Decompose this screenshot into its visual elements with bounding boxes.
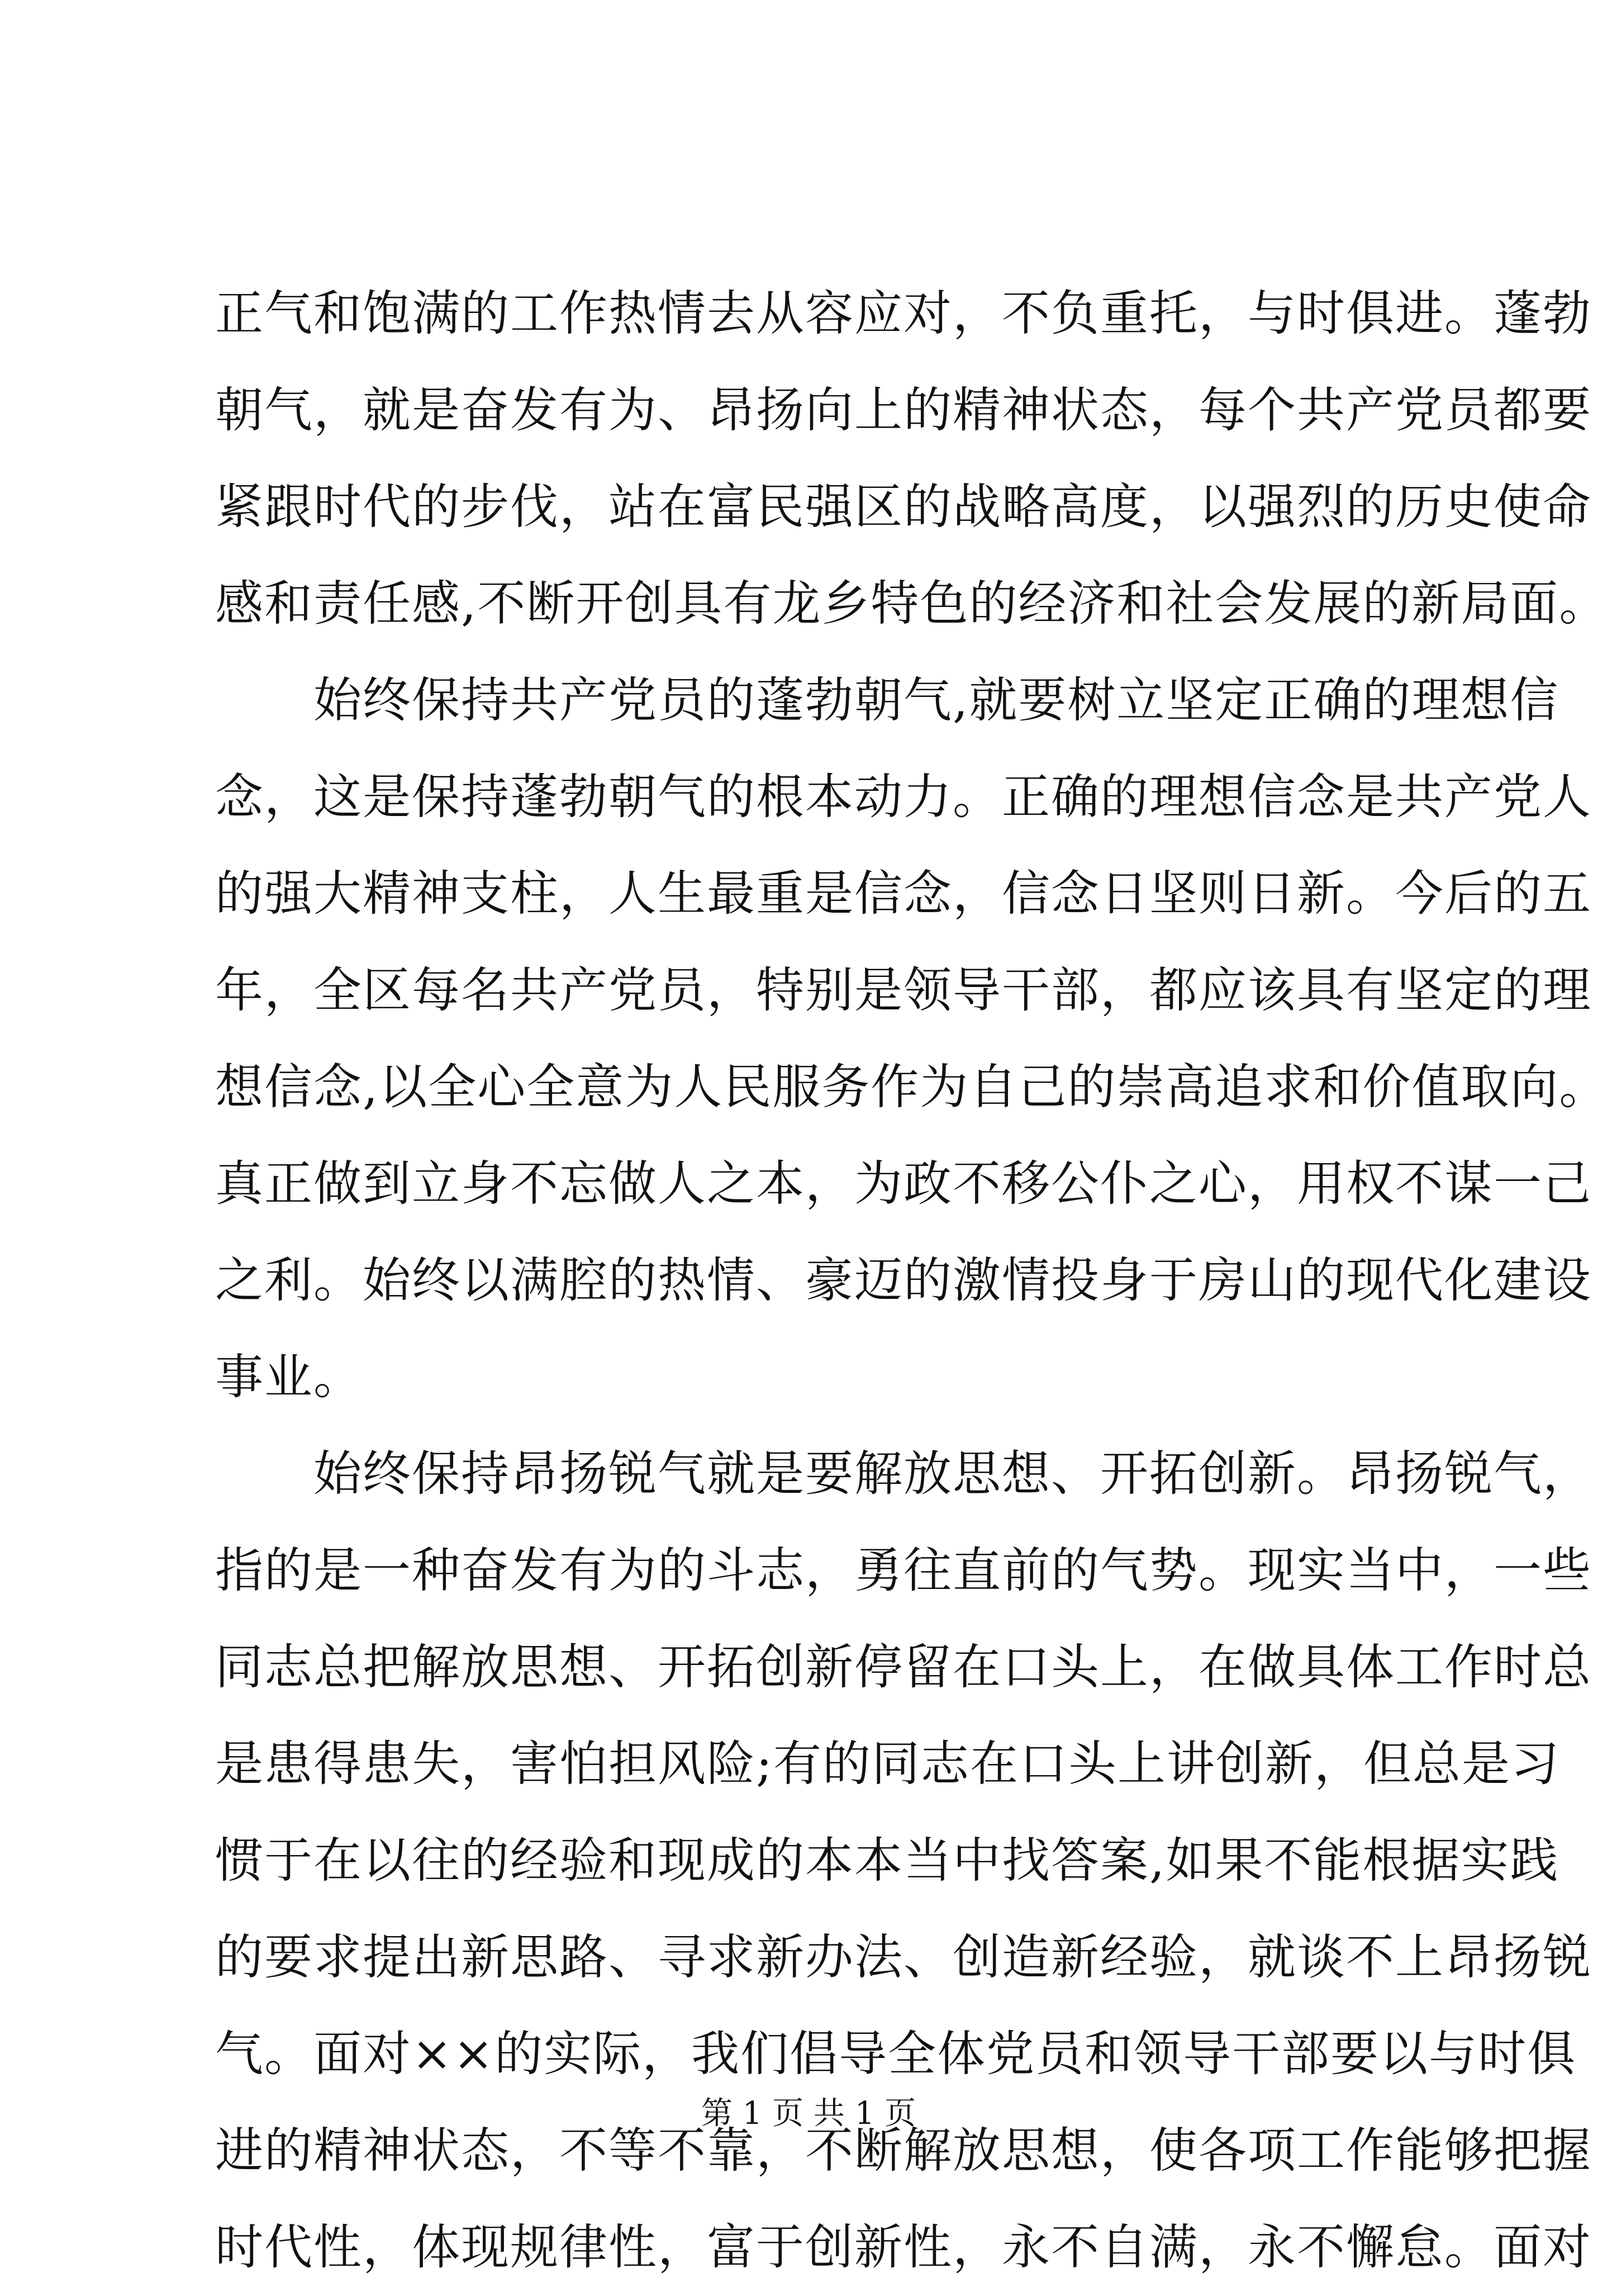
text-line: 真正做到立身不忘做人之本，为政不移公仆之心，用权不谋一己 xyxy=(215,1156,1592,1212)
text-line: 时代性，体现规律性，富于创新性，永不自满，永不懈怠。面对 xyxy=(215,2219,1592,2275)
text-line: 指的是一种奋发有为的斗志，勇往直前的气势。现实当中，一些 xyxy=(215,1543,1592,1598)
body-text xyxy=(215,265,1609,2296)
text-line: 的强大精神支柱，人生最重是信念，信念日坚则日新。今后的五 xyxy=(215,866,1592,922)
text-line: 紧跟时代的步伐，站在富民强区的战略高度，以强烈的历史使命 xyxy=(215,479,1592,535)
text-line: 进的精神状态，不等不靠，不断解放思想，使各项工作能够把握 xyxy=(215,2123,1592,2179)
text-line: 年，全区每名共产党员，特别是领导干部，都应该具有坚定的理 xyxy=(215,962,1592,1018)
text-line: 想信念,以全心全意为人民服务作为自己的崇高追求和价值取向。 xyxy=(215,1059,1609,1115)
text-line: 事业。 xyxy=(215,1349,363,1405)
text-line: 始终保持昂扬锐气就是要解放思想、开拓创新。昂扬锐气， xyxy=(215,1446,1592,1502)
page-number-footer: 第 1 页 共 1 页 xyxy=(701,2095,916,2132)
text-line: 之利。始终以满腔的热情、豪迈的激情投身于房山的现代化建设 xyxy=(215,1253,1592,1308)
text-line: 气。面对××的实际，我们倡导全体党员和领导干部要以与时俱 xyxy=(215,2026,1577,2082)
text-line: 是患得患失，害怕担风险;有的同志在口头上讲创新，但总是习 xyxy=(215,1736,1560,1792)
text-line: 朝气，就是奋发有为、昂扬向上的精神状态，每个共产党员都要 xyxy=(215,382,1592,438)
text-line: 的要求提出新思路、寻求新办法、创造新经验，就谈不上昂扬锐 xyxy=(215,1929,1592,1985)
text-line: 惯于在以往的经验和现成的本本当中找答案,如果不能根据实践 xyxy=(215,1833,1559,1889)
text-line: 念，这是保持蓬勃朝气的根本动力。正确的理想信念是共产党人 xyxy=(215,769,1592,825)
text-line: 正气和饱满的工作热情去从容应对，不负重托，与时俱进。蓬勃 xyxy=(215,286,1592,341)
text-line: 始终保持共产党员的蓬勃朝气,就要树立坚定正确的理想信 xyxy=(215,672,1559,728)
text-line: 感和责任感,不断开创具有龙乡特色的经济和社会发展的新局面。 xyxy=(215,576,1609,632)
text-line: 同志总把解放思想、开拓创新停留在口头上，在做具体工作时总 xyxy=(215,1639,1592,1695)
